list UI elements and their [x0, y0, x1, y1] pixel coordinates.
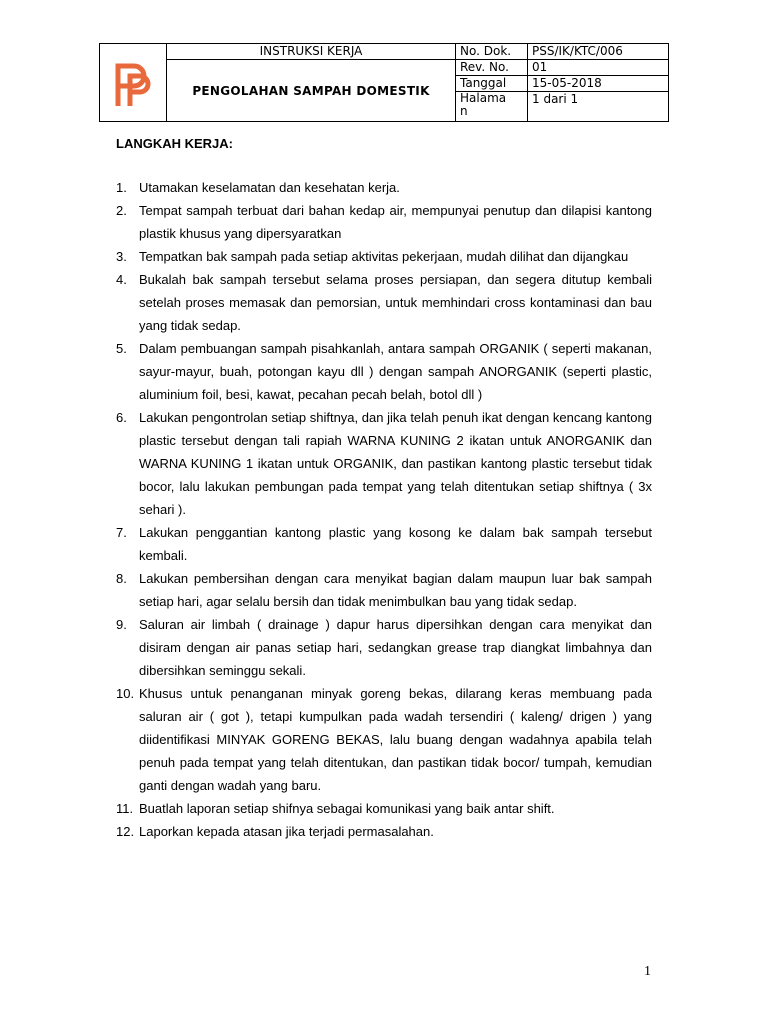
- rev-no-value: 01: [528, 60, 669, 76]
- document-header: [99, 43, 669, 122]
- document-title: PENGOLAHAN SAMPAH DOMESTIK: [167, 60, 456, 122]
- date-value: 15-05-2018: [528, 76, 669, 92]
- page-value: 1 dari 1: [528, 92, 669, 122]
- step-item: [116, 682, 652, 797]
- step-text: Dalam pembuangan sampah pisahkanlah, antara sampah ORGANIK ( seperti makanan, sayur-mayur, buah, potongan kayu dll ) dengan sampah ANORGANIK (seperti plastic, aluminium foil, besi, kawat, pecahan pecah belah, botol dll ): [139, 341, 652, 402]
- step-item: [116, 176, 652, 199]
- step-item: [116, 268, 652, 337]
- step-number: 11.: [116, 801, 134, 816]
- step-number: 3.: [116, 249, 127, 264]
- step-item: [116, 613, 652, 682]
- doc-no-value: PSS/IK/KTC/006: [528, 44, 669, 60]
- step-number: 12.: [116, 824, 135, 839]
- step-number: 6.: [116, 410, 127, 425]
- step-number: 8.: [116, 571, 127, 586]
- step-item: [116, 521, 652, 567]
- step-item: [116, 245, 652, 268]
- step-number: 7.: [116, 525, 127, 540]
- step-text: Buatlah laporan setiap shifnya sebagai komunikasi yang baik antar shift.: [139, 801, 555, 816]
- step-text: Lakukan pengontrolan setiap shiftnya, dan jika telah penuh ikat dengan kencang kantong plastic tersebut dengan tali rapiah WARNA KUNING 2 ikatan untuk ANORGANIK dan WARNA KUNING 1 ikatan untuk ORGANIK, dan pastikan kantong plastic tersebut tidak bocor, lalu lakukan pembungan pada tempat yang telah ditentukan setiap shiftnya ( 3x sehari ).: [139, 410, 652, 517]
- step-item: [116, 820, 652, 843]
- page-label: Halama n: [456, 92, 528, 122]
- logo-cell: [100, 44, 167, 122]
- step-text: Lakukan penggantian kantong plastic yang kosong ke dalam bak sampah tersebut kembali.: [139, 525, 652, 563]
- step-number: 9.: [116, 617, 127, 632]
- step-item: [116, 337, 652, 406]
- step-number: 5.: [116, 341, 127, 356]
- page-number: 1: [644, 964, 651, 979]
- step-item: [116, 406, 652, 521]
- step-text: Laporkan kepada atasan jika terjadi permasalahan.: [139, 824, 434, 839]
- rev-no-label: Rev. No.: [456, 60, 528, 76]
- date-label: Tanggal: [456, 76, 528, 92]
- step-text: Bukalah bak sampah tersebut selama proses persiapan, dan segera ditutup kembali setelah proses memasak dan pemorsian, untuk memhindari cross kontaminasi dan bau yang tidak sedap.: [139, 272, 652, 333]
- steps-list: [116, 176, 652, 843]
- step-number: 1.: [116, 180, 127, 195]
- company-logo-icon: [110, 58, 156, 108]
- step-number: 10.: [116, 686, 135, 701]
- step-item: [116, 797, 652, 820]
- step-text: Utamakan keselamatan dan kesehatan kerja.: [139, 180, 400, 195]
- step-text: Khusus untuk penanganan minyak goreng bekas, dilarang keras membuang pada saluran air ( got ), tetapi kumpulkan pada wadah tersendiri ( kaleng/ drigen ) yang diidentifikasi MINYAK GORENG BEKAS, lalu buang dengan wadahnya apabila telah penuh pada tempat yang telah ditentukan, dan pastikan tidak bocor/ tumpah, kemudian ganti dengan wadah yang baru.: [139, 686, 652, 793]
- section-heading: LANGKAH KERJA:: [116, 136, 233, 151]
- doc-no-label: No. Dok.: [456, 44, 528, 60]
- step-number: 4.: [116, 272, 127, 287]
- step-text: Saluran air limbah ( drainage ) dapur harus dipersihkan dengan cara menyikat dan disiram dengan air panas setiap hari, sedangkan grease trap diangkat limbahnya dan dibersihkan seminggu sekali.: [139, 617, 652, 678]
- step-number: 2.: [116, 203, 127, 218]
- title-top: INSTRUKSI KERJA: [167, 44, 456, 60]
- step-item: [116, 567, 652, 613]
- step-text: Tempat sampah terbuat dari bahan kedap air, mempunyai penutup dan dilapisi kantong plastik khusus yang dipersyaratkan: [139, 203, 652, 241]
- step-item: [116, 199, 652, 245]
- step-text: Lakukan pembersihan dengan cara menyikat bagian dalam maupun luar bak sampah setiap hari, agar selalu bersih dan tidak menimbulkan bau yang tidak sedap.: [139, 571, 652, 609]
- step-text: Tempatkan bak sampah pada setiap aktivitas pekerjaan, mudah dilihat dan dijangkau: [139, 249, 629, 264]
